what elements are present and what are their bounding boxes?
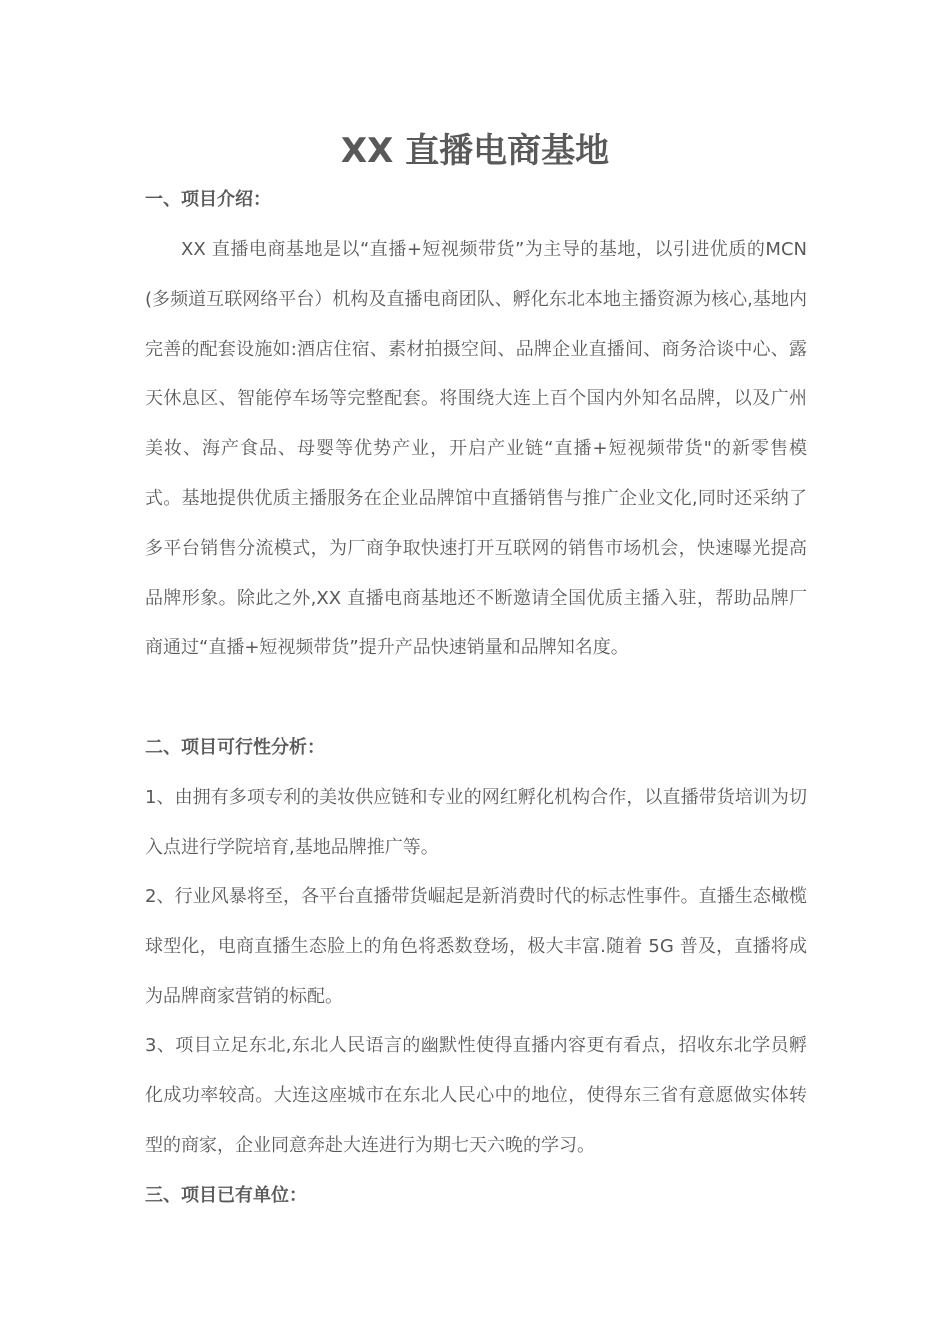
- feasibility-item-2: 2、行业风暴将至，各平台直播带货崛起是新消费时代的标志性事件。直播生态橄榄球型化，电商直播生态脸上的角色将悉数登场，极大丰富.随着 5G 普及，直播将成为品牌商家营销的标配。: [145, 886, 807, 1007]
- section-heading-units: 三、项目已有单位：: [145, 1185, 307, 1206]
- section-heading-intro: 一、项目介绍：: [145, 189, 271, 210]
- document-title: XX 直播电商基地: [340, 131, 610, 171]
- intro-paragraph: XX 直播电商基地是以“直播+短视频带货”为主导的基地，以引进优质的MCN(多频道互联网络平台）机构及直播电商团队、孵化东北本地主播资源为核心,基地内完善的配套设施如:酒店住宿、素材拍摄空间、品牌企业直播间、商务洽谈中心、露天休息区、智能停车场等完整配套。将围绕大连上百个国内外知名品牌，以及广州美妆、海产食品、母婴等优势产业，开启产业链“直播+短视频带货"的新零售模式。基地提供优质主播服务在企业品牌馆中直播销售与推广企业文化,同时还采纳了多平台销售分流模式，为厂商争取快速打开互联网的销售市场机会，快速曝光提高品牌形象。除此之外,XX 直播电商基地还不断邀请全国优质主播入驻，帮助品牌厂商通过“直播+短视频带货”提升产品快速销量和品牌知名度。: [145, 239, 807, 659]
- feasibility-item-3: 3、项目立足东北,东北人民语言的幽默性使得直播内容更有看点，招收东北学员孵化成功率较高。大连这座城市在东北人民心中的地位，使得东三省有意愿做实体转型的商家，企业同意奔赴大连进行为期七天六晚的学习。: [145, 1035, 807, 1156]
- section-heading-feasibility: 二、项目可行性分析：: [145, 737, 325, 758]
- feasibility-item-1: 1、由拥有多项专利的美妆供应链和专业的网红孵化机构合作，以直播带货培训为切入点进行学院培育,基地品牌推广等。: [145, 787, 807, 858]
